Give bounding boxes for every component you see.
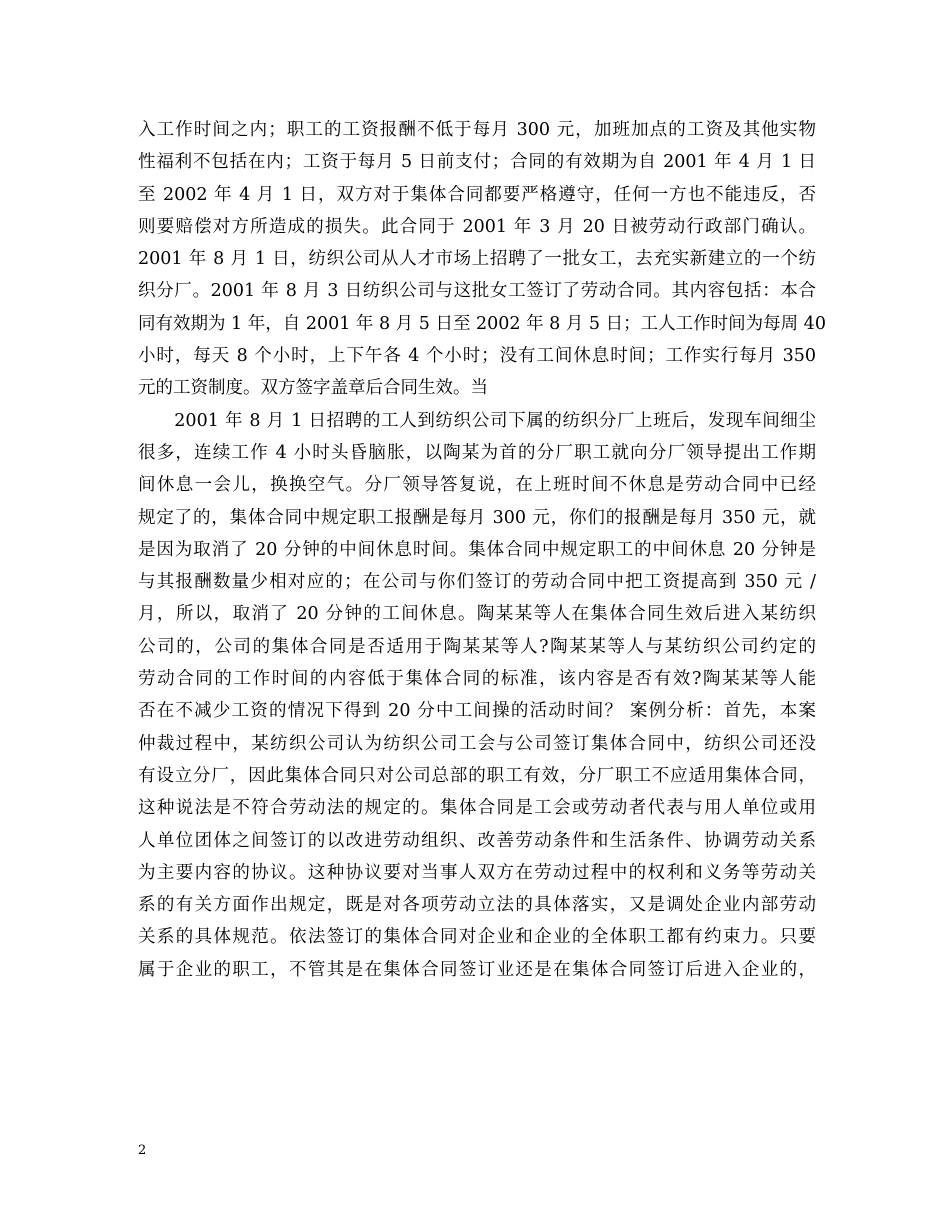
- text-line: 关系的具体规范。依法签订的集体合同对企业和企业的全体职工都有约束力。只要: [138, 927, 816, 948]
- text-line: 劳动合同的工作时间的内容低于集体合同的标准，该内容是否有效?陶某某等人能: [138, 669, 816, 690]
- text-line: 属于企业的职工，不管其是在集体合同签订业还是在集体合同签订后进入企业的，: [138, 959, 816, 980]
- text-line: 间休息一会儿，换换空气。分厂领导答复说，在上班时间不休息是劳动合同中已经: [138, 475, 816, 496]
- text-line: 元的工资制度。双方签字盖章后合同生效。当: [138, 378, 488, 399]
- text-line: 2001 年 8 月 1 日，纺织公司从人才市场上招聘了一批女工，去充实新建立的一个纺: [138, 249, 816, 270]
- text-line: 月，所以，取消了 20 分钟的工间休息。陶某某等人在集体合同生效后进入某纺织: [138, 604, 816, 625]
- page-number: 2: [138, 1143, 147, 1158]
- text-line: 入工作时间之内；职工的工资报酬不低于每月 300 元，加班加点的工资及其他实物: [138, 120, 816, 140]
- text-line: 与其报酬数量少相对应的；在公司与你们签订的劳动合同中把工资提高到 350 元 /: [138, 572, 816, 593]
- paragraph-1: [138, 114, 826, 405]
- text-line: 为主要内容的协议。这种协议要对当事人双方在劳动过程中的权利和义务等劳动关: [138, 862, 816, 883]
- text-line: 织分厂。2001 年 8 月 3 日纺织公司与这批女工签订了劳动合同。其内容包括：本合: [138, 281, 816, 302]
- text-line: 仲裁过程中，某纺织公司认为纺织公司工会与公司签订集体合同中，纺织公司还没: [138, 733, 816, 754]
- text-line: 人单位团体之间签订的以改进劳动组织、改善劳动条件和生活条件、协调劳动关系: [138, 830, 816, 851]
- text-line: 2001 年 8 月 1 日招聘的工人到纺织公司下属的纺织分厂上班后，发现车间细尘: [138, 410, 816, 431]
- text-line: 是因为取消了 20 分钟的中间休息时间。集体合同中规定职工的中间休息 20 分钟是: [138, 539, 816, 560]
- text-line: 很多，连续工作 4 小时头昏脑胀，以陶某为首的分厂职工就向分厂领导提出工作期: [138, 442, 816, 463]
- text-line: 这种说法是不符合劳动法的规定的。集体合同是工会或劳动者代表与用人单位或用: [138, 798, 816, 819]
- text-line: 规定了的，集体合同中规定职工报酬是每月 300 元，你们的报酬是每月 350 元，就: [138, 507, 816, 528]
- text-line: 则要赔偿对方所造成的损失。此合同于 2001 年 3 月 20 日被劳动行政部门确认。: [138, 216, 816, 237]
- text-line: 性福利不包括在内；工资于每月 5 日前支付；合同的有效期为自 2001 年 4 月 1 日: [138, 152, 816, 173]
- text-line: 系的有关方面作出规定，既是对各项劳动立法的具体落实，又是调处企业内部劳动: [138, 895, 816, 916]
- text-line: 同有效期为 1 年，自 2001 年 8 月 5 日至 2002 年 8 月 5 日；工人工作时间为每周 40: [138, 313, 826, 334]
- text-line: 否在不减少工资的情况下得到 20 分中工间操的活动时间？ 案例分析：首先，本案: [138, 701, 816, 722]
- text-line: 公司的，公司的集体合同是否适用于陶某某等人?陶某某等人与某纺织公司约定的: [138, 636, 816, 657]
- text-line: 至 2002 年 4 月 1 日，双方对于集体合同都要严格遵守，任何一方也不能违反，否: [138, 184, 816, 205]
- text-line: 有设立分厂，因此集体合同只对公司总部的职工有效，分厂职工不应适用集体合同，: [138, 765, 816, 786]
- body-text: [138, 114, 826, 986]
- paragraph-2: [138, 405, 816, 986]
- text-line: 小时，每天 8 个小时，上下午各 4 个小时；没有工间休息时间；工作实行每月 350: [138, 346, 816, 367]
